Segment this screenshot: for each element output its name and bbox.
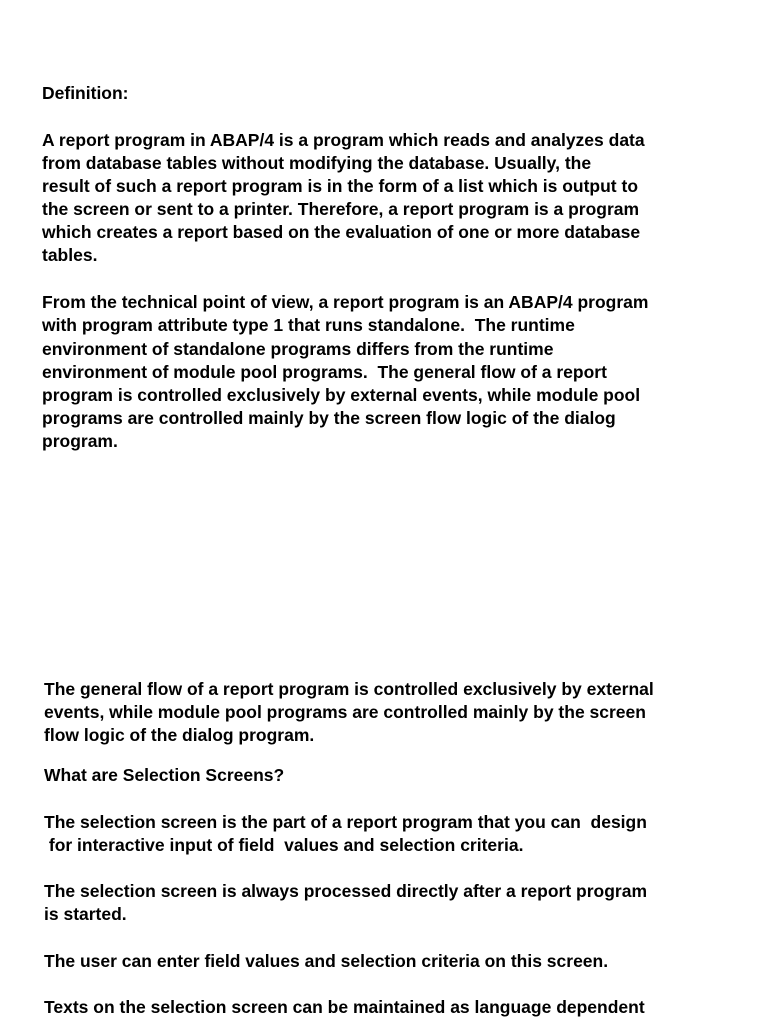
selection-screens-heading: What are Selection Screens?	[44, 765, 285, 785]
paragraph-line: programs are controlled mainly by the screen flow logic of the dialog	[42, 408, 616, 428]
paragraph-line: with program attribute type 1 that runs standalone. The runtime	[42, 315, 575, 335]
paragraph-line: From the technical point of view, a report program is an ABAP/4 program	[42, 292, 649, 312]
paragraph-line: is started.	[44, 904, 127, 924]
paragraph-line: which creates a report based on the evaluation of one or more database	[42, 222, 641, 242]
paragraph-line: The selection screen is always processed directly after a report program	[44, 881, 648, 901]
paragraph-line: for interactive input of field values and selection criteria.	[44, 835, 524, 855]
paragraph-line: A report program in ABAP/4 is a program which reads and analyzes data	[42, 130, 645, 150]
paragraph-line: program is controlled exclusively by external events, while module pool	[42, 385, 641, 405]
paragraph-line: environment of standalone programs differs from the runtime	[42, 339, 554, 359]
paragraph-line: Texts on the selection screen can be maintained as language dependent	[44, 997, 645, 1017]
paragraph-line: result of such a report program is in the form of a list which is output to	[42, 176, 639, 196]
paragraph-line: environment of module pool programs. The general flow of a report	[42, 362, 607, 382]
paragraph-line: The general flow of a report program is controlled exclusively by external	[44, 679, 654, 699]
paragraph-line: The selection screen is the part of a report program that you can design	[44, 812, 647, 832]
paragraph-line: The user can enter field values and selection criteria on this screen.	[44, 951, 609, 971]
paragraph-line: program.	[42, 431, 118, 451]
paragraph-line: the screen or sent to a printer. Therefore, a report program is a program	[42, 199, 640, 219]
paragraph-line: events, while module pool programs are controlled mainly by the screen	[44, 702, 646, 722]
paragraph-line: from database tables without modifying the database. Usually, the	[42, 153, 592, 173]
definition-heading: Definition:	[42, 83, 129, 103]
paragraph-line: tables.	[42, 245, 98, 265]
paragraph-line: flow logic of the dialog program.	[44, 725, 315, 745]
